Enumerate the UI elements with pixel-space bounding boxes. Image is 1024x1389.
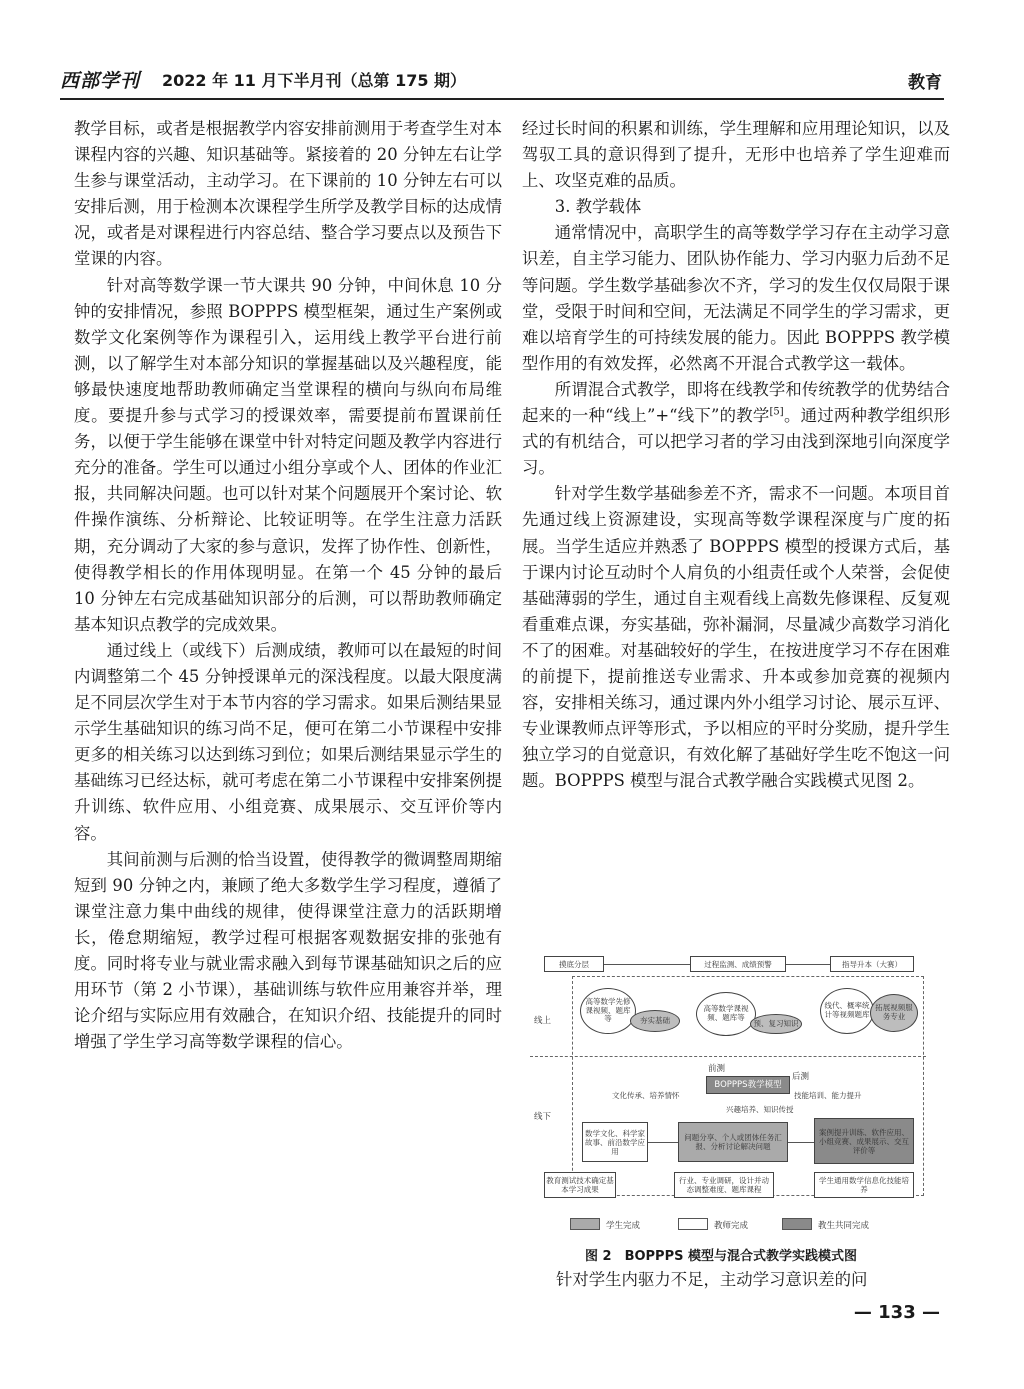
figure-2 [530, 952, 926, 1242]
right-column [522, 116, 950, 794]
row-label-offline: 线下 [534, 1112, 552, 1122]
figure-caption: 图 2 BOPPPS 模型与混合式教学实践模式图 [585, 1249, 858, 1264]
legend-swatch-teacher [678, 1218, 708, 1230]
arrow-line [786, 964, 830, 965]
online-resource: 高等数学课视频、题库等 [696, 992, 756, 1036]
paragraph: 经过长时间的积累和训练，学生理解和应用理论知识，以及驾驭工具的意识得到了提升，无形中也培养了学生迎难而上、攻坚克难的品质。 [522, 119, 950, 191]
issue-info: 2022 年 11 月下半月刊（总第 175 期） [162, 71, 467, 90]
paragraph: 其间前测与后测的恰当设置，使得教学的微调整周期缩短到 90 分钟之内，兼顾了绝大多数学生学习程度，遵循了课堂注意力集中曲线的规律，使得课堂注意力的活跃期增长，倦怠期缩短，教学过程可根据客观数据安排的张弛有度。同时将专业与就业需求融入到每节课基础知识之后的应用环节（第 2 小节课），基础训练与软件应用兼容并举，理论介绍与实际应用有效融合，在知识介绍、技能提升的同时增强了学生学习高等数学课程的信心。 [74, 849, 502, 1052]
citation: [5] [769, 406, 784, 418]
outcome-box: 行业、专业调研，设计并动态调整难度、题库课程 [674, 1172, 774, 1198]
paragraph: 通常情况中，高职学生的高等数学学习存在主动学习意识差，自主学习能力、团队协作能力、学习内驱力后劲不足等问题。学生数学基础参次不齐，学习的发生仅仅局限于课堂，受限于时间和空间，无法满足不同学生的学习需求，更难以培育学生的可持续发展的能力。因此 BOPPPS 教学模型作用的有效发挥，必然离不开混合式教学这一载体。 [522, 223, 950, 373]
post-test-label: 后测 [792, 1072, 810, 1082]
stage-box: 过程监测、成绩预警 [690, 956, 786, 972]
stage-box: 指导升本（大赛） [830, 956, 914, 972]
process-box: 案例提升训练、软件应用、小组竞赛、成果展示、交互评价等 [814, 1118, 914, 1164]
skills-label: 技能培训、能力提升 [794, 1091, 862, 1100]
process-box: 数学文化、科学家故事、前沿数学应用 [582, 1122, 648, 1162]
paragraph: 教学目标，或者是根据教学内容安排前测用于考查学生对本课程内容的兴趣、知识基础等。紧接着的 20 分钟左右让学生参与课堂活动，主动学习。在下课前的 10 分钟左右可以安排后测，用于检测本次课程学生所学及教学目标的达成情况，或者是对课程进行内容总结、整合学习要点以及预告下堂课的内容。 [74, 119, 502, 269]
arrow-line [604, 964, 690, 965]
paragraph: 通过线上（或线下）后测成绩，教师可以在最短的时间内调整第二个 45 分钟授课单元的深浅程度。以最大限度满足不同层次学生对于本节内容的学习需求。如果后测结果显示学生基础知识的练习尚不足，便可在第二小节课程中安排更多的相关练习以达到练习到位；如果后测结果显示学生的基础练习已经达标，就可考虑在第二小节课程中安排案例提升训练、软件应用、小组竞赛、成果展示、交互评价等内容。 [74, 640, 502, 843]
legend-label: 教师完成 [714, 1221, 749, 1231]
culture-label: 文化传承、培养情怀 [612, 1091, 680, 1100]
paragraph-text: 。通过两种教学组织形式的有机结合，可以把学习者的学习由浅到深地引向深度学习。 [522, 406, 950, 478]
pre-test-label: 前测 [708, 1064, 726, 1074]
section-title: 教育 [908, 73, 942, 93]
legend-label: 学生完成 [606, 1221, 641, 1231]
arrow-line [648, 1142, 678, 1143]
legend-swatch-student [570, 1218, 600, 1230]
paragraph [522, 377, 950, 481]
process-box: 问题分享、个人或团体任务汇报、分析讨论解决问题 [678, 1122, 788, 1162]
paragraph: 针对学生数学基础参差不齐，需求不一问题。本项目首先通过线上资源建设，实现高等数学课程深度与广度的拓展。当学生适应并熟悉了 BOPPPS 模型的授课方式后，基于课内讨论互动时个人肩负的小组责任或个人荣誉，会促使基础薄弱的学生，通过自主观看线上高数先修课程、反复观看重难点课，夯实基础，弥补漏洞，尽量减少高数学习消化不了的困难。对基础较好的学生，在按进度学习不存在困难的前提下，提前推送专业需求、升本或参加竞赛的视频内容，安排相关练习，通过课内外小组学习讨论、展示互评、专业课教师点评等形式，予以相应的平时分奖励，提升学生独立学习的自觉意识，有效化解了基础好学生吃不饱这一问题。BOPPPS 模型与混合式教学融合实践模式见图 2。 [522, 484, 950, 791]
paragraph-text: 所谓混合式教学，即将在线教学和传统教学的优势结合起来的一种“线上”+“线下”的教学 [522, 379, 950, 426]
boppps-model-box: BOPPPS教学模型 [706, 1076, 790, 1094]
continued-paragraph: 针对学生内驱力不足，主动学习意识差的问 [556, 1270, 868, 1289]
online-resource: 拓展视频服务专业 [870, 994, 918, 1032]
page-header [60, 64, 944, 100]
legend-swatch-both [782, 1218, 812, 1230]
paragraph: 针对高等数学课一节大课共 90 分钟，中间休息 10 分钟的安排情况，参照 BOPPPS 模型框架，通过生产案例或数学文化案例等作为课程引入，运用线上教学平台进行前测，以了解学生对本部分知识的掌握基础以及兴趣程度，能够最快速度地帮助教师确定当堂课程的横向与纵向布局维度。要提升参与式学习的授课效率，需要提前布置课前任务，以便于学生能够在课堂中针对特定问题及教学内容进行充分的准备。学生可以通过小组分享或个人、团体的作业汇报，共同解决问题。也可以针对某个问题展开个案讨论、软件操作演练、分析辩论、比较证明等。在学生注意力活跃期，充分调动了大家的参与意识，发挥了协作性、创新性，使得教学相长的作用体现明显。在第一个 45 分钟的最后 10 分钟左右完成基础知识部分的后测，可以帮助教师确定基本知识点教学的完成效果。 [74, 275, 502, 634]
page-number: — 133 — [853, 1302, 940, 1323]
online-resource: 预、复习知识 [750, 1014, 802, 1034]
stage-box: 摸底分层 [544, 956, 604, 972]
journal-logo: 西部学刊 [60, 70, 141, 92]
row-label-online: 线上 [534, 1016, 552, 1026]
arrow-line [788, 1142, 814, 1143]
outcome-box: 学生通用数学信息化技能培养 [814, 1172, 914, 1198]
left-column [74, 116, 502, 1055]
online-resource: 高等数学先修课视频、题库等 [580, 988, 636, 1034]
online-offline-divider [530, 1056, 926, 1057]
online-resource: 夯实基础 [630, 1010, 680, 1032]
section-heading: 3. 教学载体 [554, 197, 642, 217]
outcome-box: 教育测试技术确定基本学习成果 [544, 1172, 616, 1198]
interest-label: 兴趣培养、知识传授 [726, 1105, 794, 1114]
online-resource: 线代、概率统计等视频题库 [820, 988, 874, 1034]
legend-label: 教生共同完成 [818, 1221, 870, 1231]
